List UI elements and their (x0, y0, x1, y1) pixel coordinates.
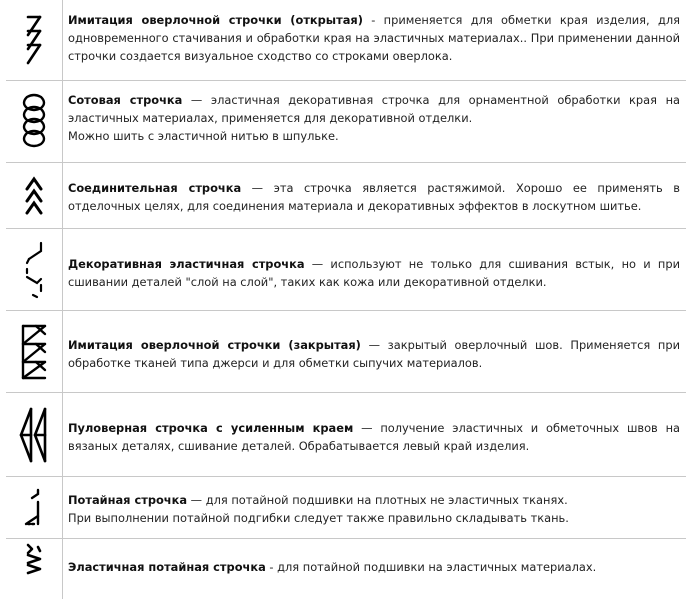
row-text: для потайной подшивки на плотных не эластичных тканях. (205, 493, 568, 507)
blind-stitch-icon (6, 477, 63, 539)
table-row (6, 0, 686, 80)
table-row (6, 228, 686, 311)
row-description: Пуловерная строчка с усиленным краем — получение эластичных и обметочных швов на вязаных деталях, сшивание деталей. Обрабатывается левый край изделия. (68, 421, 681, 453)
row-extra-text: Можно шить с эластичной нитью в шпульке. (68, 129, 339, 143)
row-description: Сотовая строчка — эластичная декоративная строчка для орнаментной обработки края на эластичных материалах, применяется для декоративной отделки. Можно шить с эластичной нитью в шпульке. (68, 93, 680, 143)
row-description: Имитация оверлочной строчки (открытая) - применяется для обметки края изделия, для одновременного стачивания и обработки края на эластичных материалах.. При применении данной строчки создается визуальное сходство со строками оверлока. (68, 13, 680, 63)
row-title: Соединительная строчка (68, 181, 242, 195)
table-row (6, 80, 686, 163)
row-extra-text: При выполнении потайной подгибки следует также правильно складывать ткань. (68, 511, 569, 525)
table-row (6, 392, 686, 477)
connecting-stitch-icon (6, 163, 63, 229)
row-title: Декоративная эластичная строчка (68, 257, 305, 271)
row-text: эта строчка является растяжимой. Хорошо ее применять в отделочных целях, для соединения материала и декоративных эффектов в лоскутном шитье. (68, 181, 680, 213)
reinforced-edge-stitch-icon (6, 393, 63, 477)
row-title: Имитация оверлочной строчки (закрытая) (68, 338, 361, 352)
row-description: Эластичная потайная строчка - для потайной подшивки на эластичных материалах. (68, 560, 597, 574)
elastic-blind-stitch-icon (6, 539, 63, 599)
row-title: Потайная строчка (68, 493, 188, 507)
row-text: применяется для обметки края изделия, для одновременного стачивания и обработки края на эластичных материалах.. При применении данной строчки создается визуальное сходство со строками оверлока. (68, 13, 680, 63)
overlock-open-stitch-icon (6, 0, 63, 80)
row-description: Потайная строчка — для потайной подшивки на плотных не эластичных тканях. При выполнении потайной подгибки следует также правильно складывать ткань. (68, 491, 680, 527)
row-description: Имитация оверлочной строчки (закрытая) — закрытый оверлочный шов. Применяется при обработке тканей типа джерси и для обметки сыпучих материалов. (68, 338, 680, 370)
row-title: Имитация оверлочной строчки (открытая) (68, 13, 363, 27)
row-title: Сотовая строчка (68, 93, 183, 107)
table-row (6, 310, 686, 393)
table-row (6, 476, 686, 539)
row-description: Соединительная строчка — эта строчка является растяжимой. Хорошо ее применять в отделочных целях, для соединения материала и декоративных эффектов в лоскутном шитье. (68, 181, 680, 213)
row-text: эластичная декоративная строчка для орнаментной обработки края на эластичных материалах, применяется для декоративной отделки. (68, 93, 680, 125)
row-title: Пуловерная строчка с усиленным краем (68, 421, 354, 435)
row-description: Декоративная эластичная строчка — используют не только для сшивания встык, но и при сшивании деталей "слой на слой", таких как кожа или декоративной отделки. (68, 257, 680, 289)
overlock-closed-stitch-icon (6, 311, 63, 393)
row-text: используют не только для сшивания встык, но и при сшивании деталей "слой на слой", таких как кожа или декоративной отделки. (68, 257, 680, 289)
table-row (6, 162, 686, 229)
row-text: для потайной подшивки на эластичных материалах. (277, 560, 597, 574)
row-title: Эластичная потайная строчка (68, 560, 266, 574)
row-text: закрытый оверлочный шов. Применяется при обработке тканей типа джерси и для обметки сыпучих материалов. (68, 338, 680, 370)
honeycomb-stitch-icon (6, 81, 63, 163)
decorative-elastic-stitch-icon (6, 229, 63, 311)
table-row (6, 538, 686, 599)
row-text: получение эластичных и обметочных швов на вязаных деталях, сшивание деталей. Обрабатывается левый край изделия. (68, 421, 681, 453)
